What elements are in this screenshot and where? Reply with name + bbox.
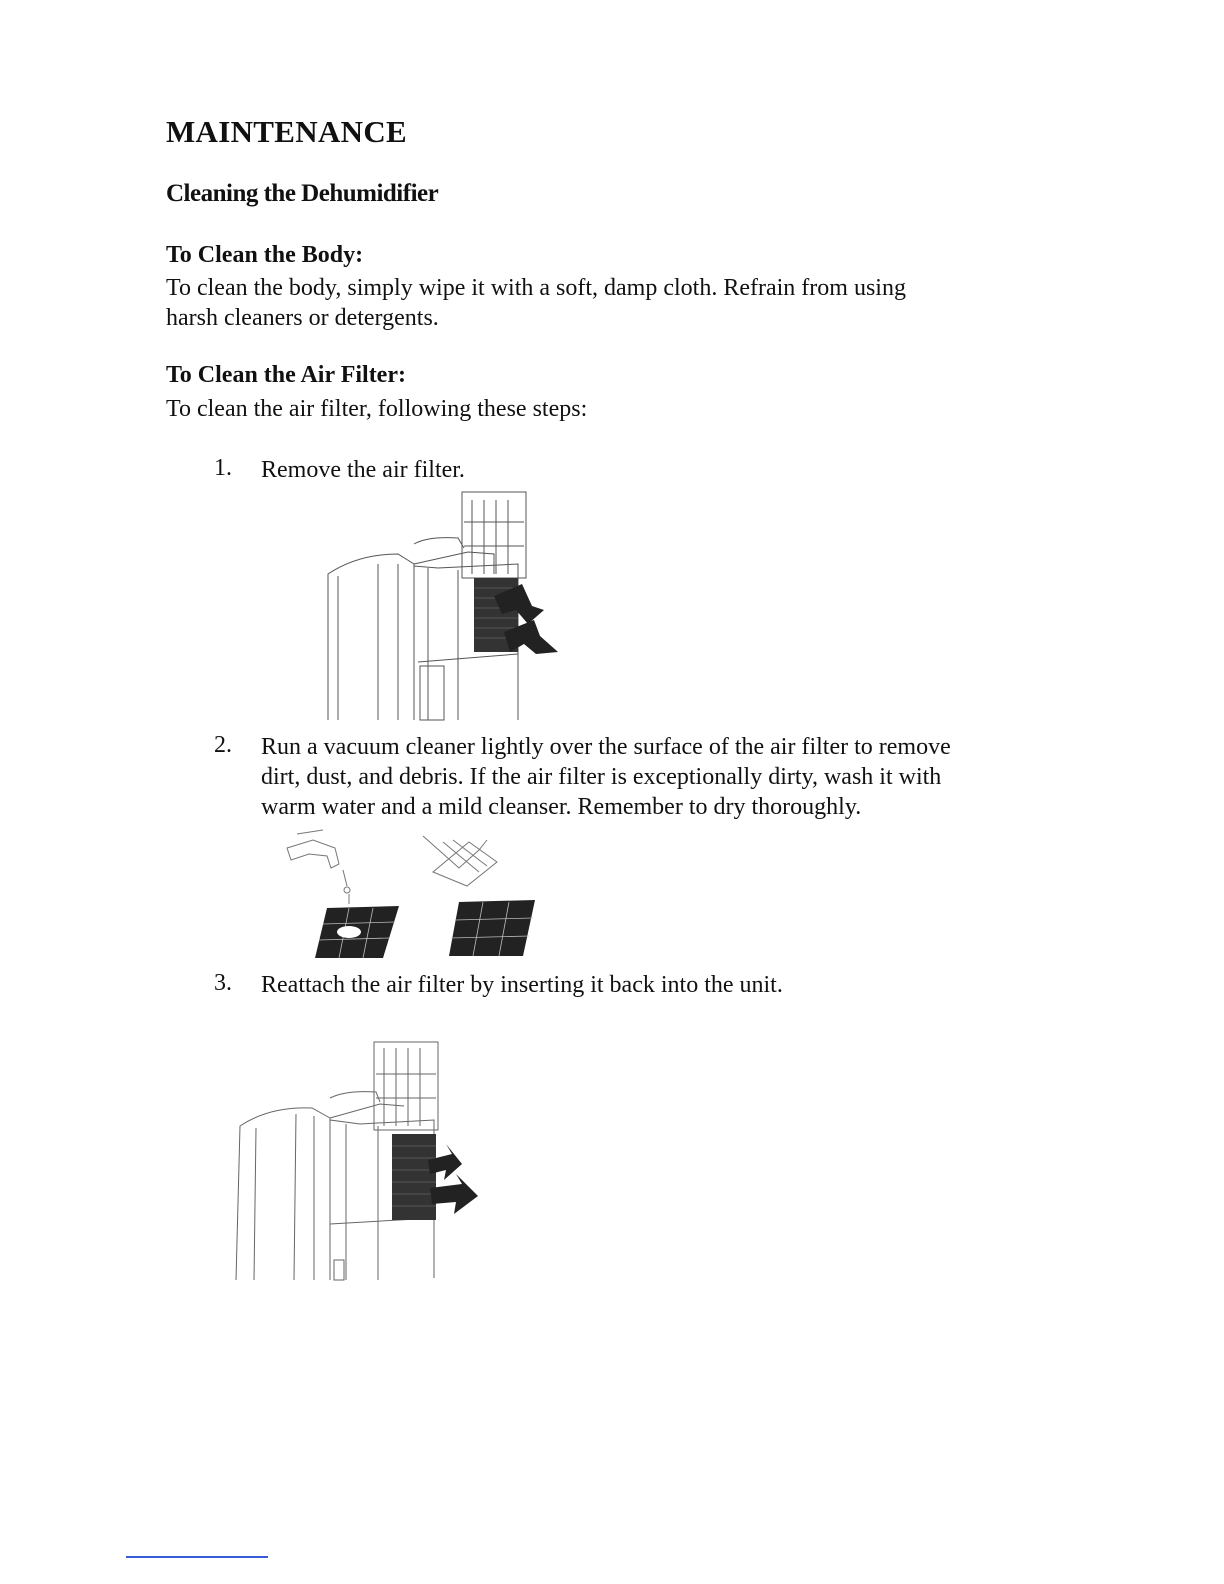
page-title: MAINTENANCE <box>166 114 407 149</box>
wash-filter-illustration <box>283 828 539 960</box>
step-2-number: 2. <box>214 732 232 758</box>
body-heading: To Clean the Body: <box>166 242 364 268</box>
section-heading: Cleaning the Dehumidifier <box>166 180 439 207</box>
step-3-text: Reattach the air filter by inserting it back into the unit. <box>261 972 783 998</box>
footer-rule <box>126 1556 268 1558</box>
step-2-line-2: dirt, dust, and debris. If the air filter is exceptionally dirty, wash it with <box>261 764 942 790</box>
body-line-1: To clean the body, simply wipe it with a soft, damp cloth. Refrain from using <box>166 275 906 301</box>
step-3-number: 3. <box>214 970 232 996</box>
step-1-text: Remove the air filter. <box>261 457 465 483</box>
reattach-filter-illustration <box>230 1034 486 1296</box>
step-1-number: 1. <box>214 455 232 481</box>
filter-heading: To Clean the Air Filter: <box>166 362 406 388</box>
body-line-2: harsh cleaners or detergents. <box>166 305 439 331</box>
remove-filter-illustration <box>318 484 566 722</box>
filter-intro: To clean the air filter, following these steps: <box>166 396 588 422</box>
step-2-line-1: Run a vacuum cleaner lightly over the surface of the air filter to remove <box>261 734 951 760</box>
step-2-line-3: warm water and a mild cleanser. Remember to dry thoroughly. <box>261 794 862 820</box>
